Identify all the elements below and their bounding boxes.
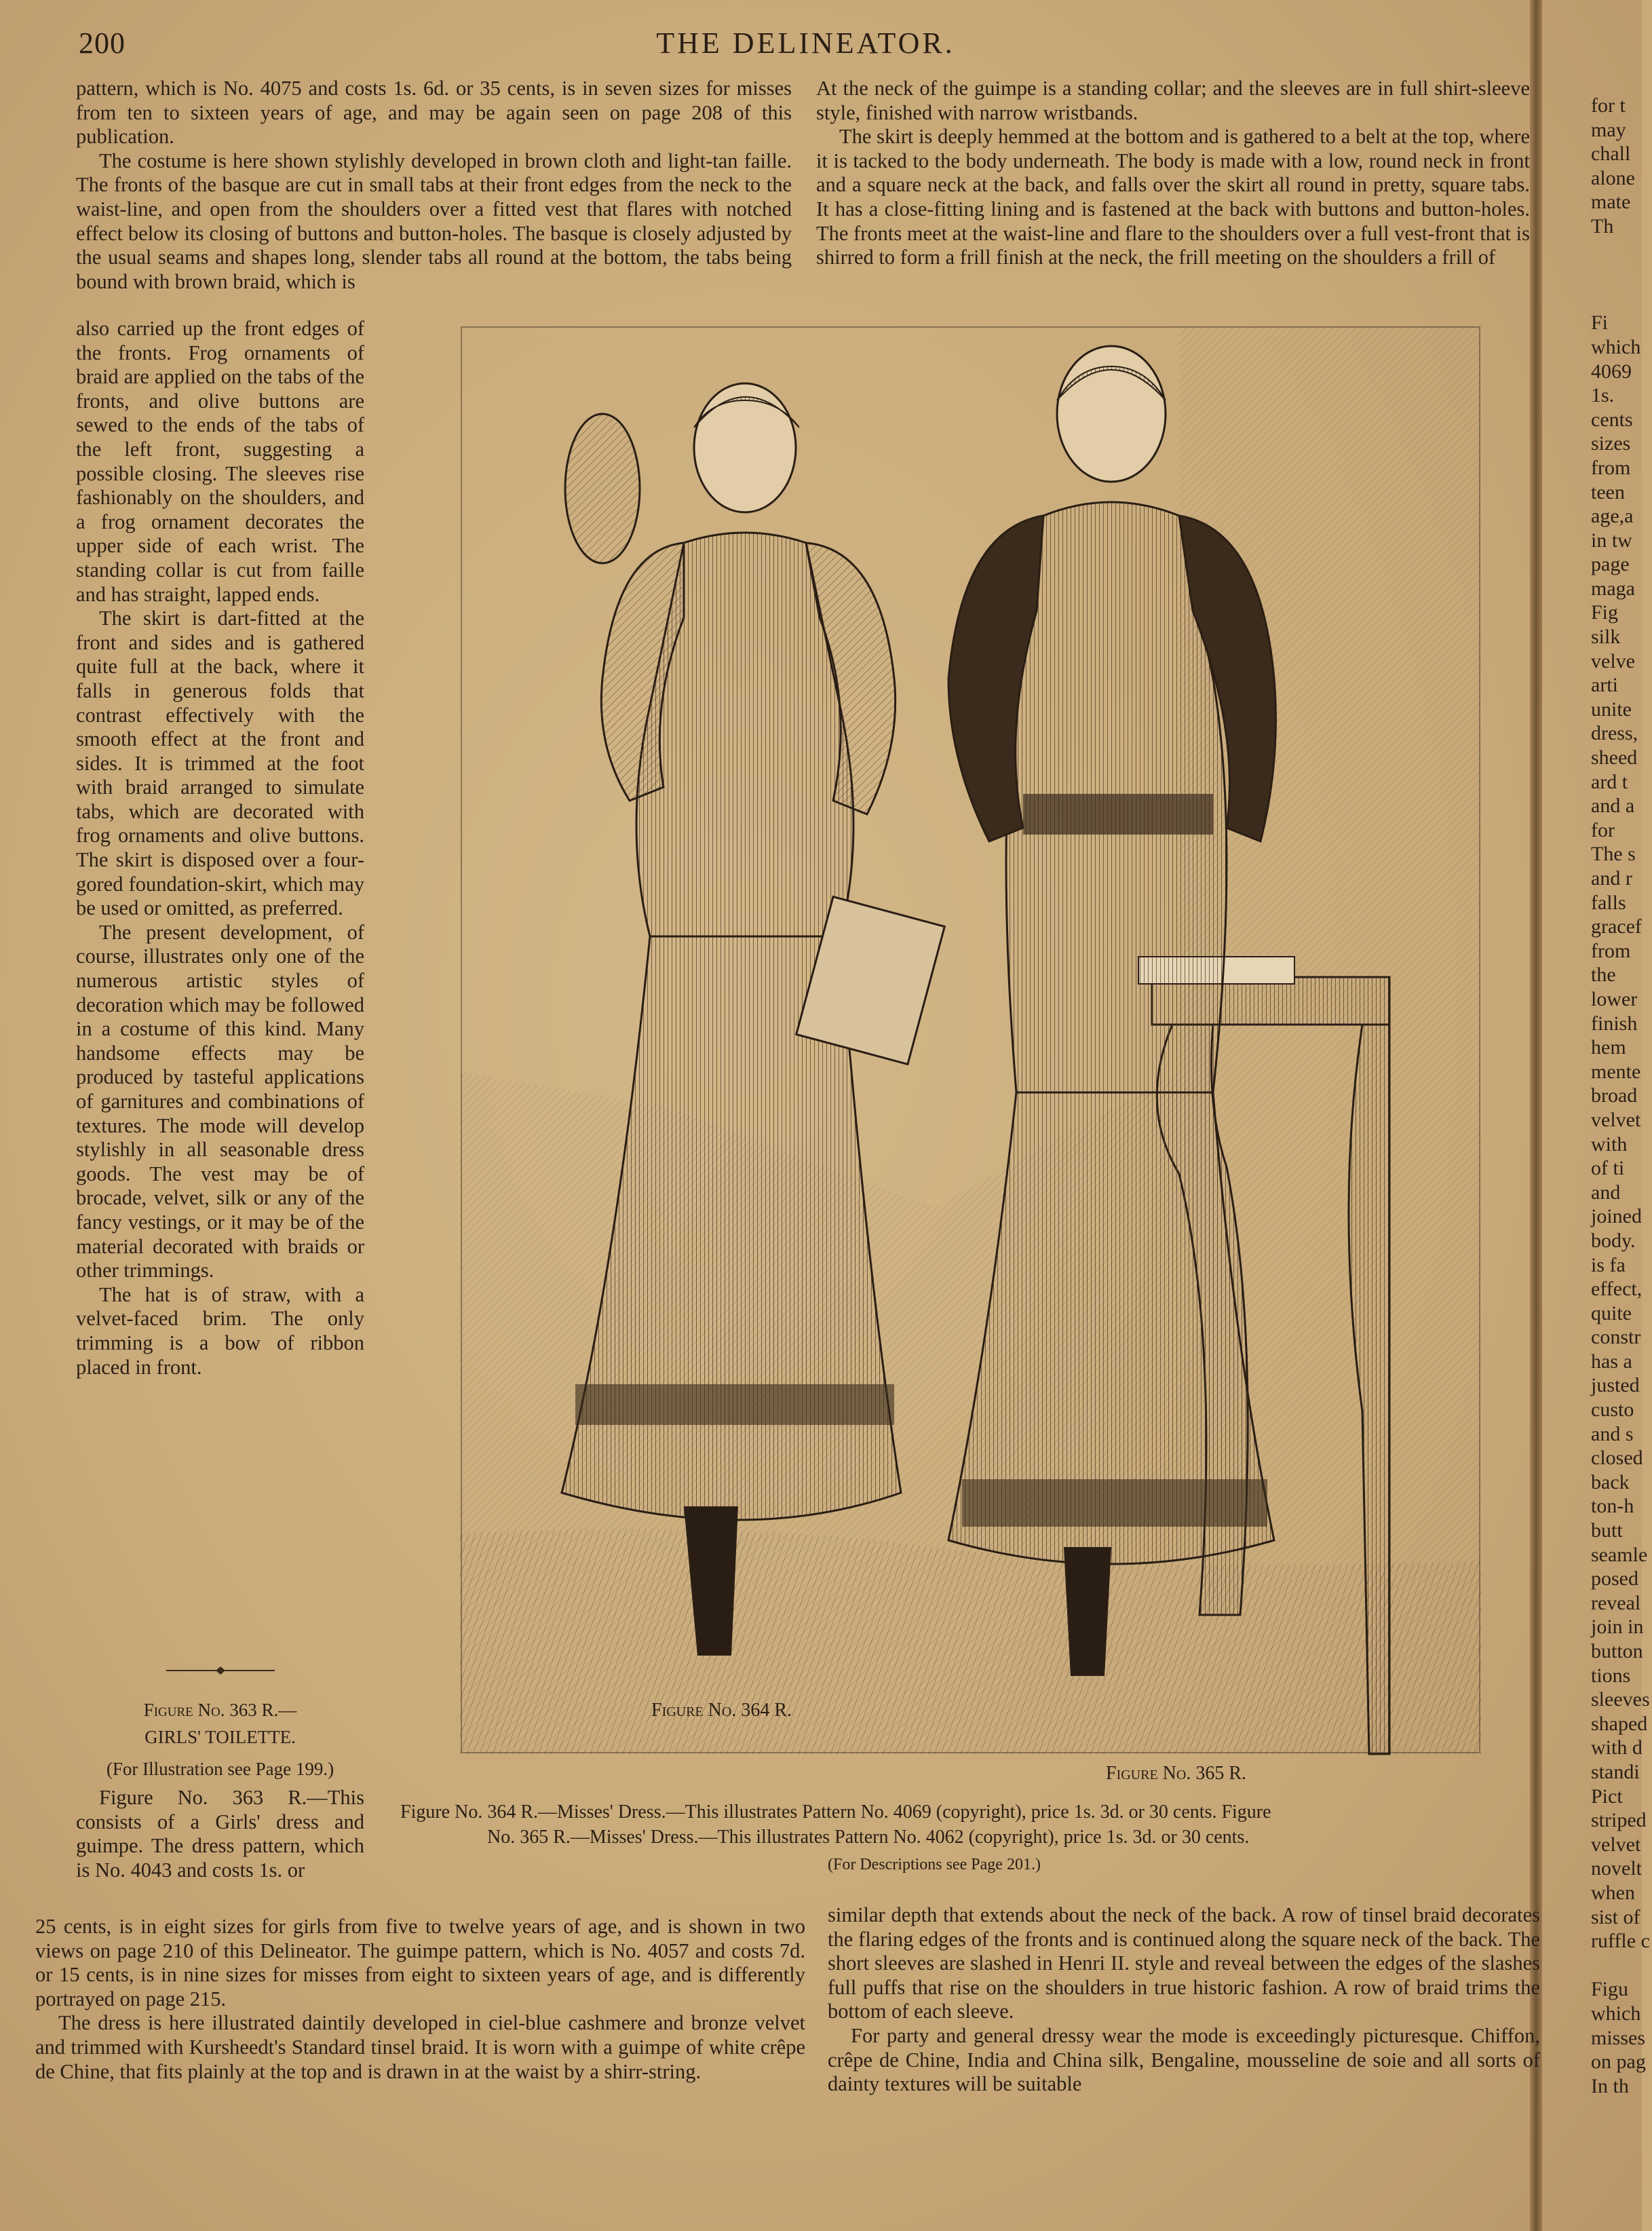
- adjacent-line: quite: [1591, 1301, 1632, 1324]
- figure-363-heading: Figure No. 363 R.—: [143, 1700, 297, 1720]
- adjacent-line: constr: [1591, 1326, 1641, 1349]
- narrow-column: [76, 317, 364, 1379]
- adjacent-line: gracef: [1591, 915, 1642, 938]
- magazine-title: THE DELINEATOR.: [656, 26, 955, 60]
- paragraph: At the neck of the guimpe is a standing collar; and the sleeves are in full shirt-sleeve style, finished with narrow wristbands.: [816, 77, 1530, 124]
- adjacent-line: unite: [1591, 698, 1632, 721]
- figure-365-label: Figure No. 365 R.: [1106, 1763, 1247, 1784]
- adjacent-line: tions: [1591, 1664, 1631, 1687]
- adjacent-line: mate: [1591, 191, 1631, 214]
- adjacent-line: Fi: [1591, 311, 1609, 335]
- paragraph: similar depth that extends about the neck of the back. A row of tinsel braid decorates the flaring edges of the fronts and is continued along the square neck of the back. The short sleeves are slashed in Henri II. style and reveal between the edges of the slashes full puffs that rise on the shoulders in true historic fashion. A row of braid trims the bottom of each sleeve.: [828, 1903, 1540, 2023]
- figure-364-drawing: [562, 383, 944, 1656]
- bottom-right-column: [828, 1903, 1540, 2097]
- adjacent-line: maga: [1591, 577, 1635, 600]
- adjacent-line: sist of: [1591, 1905, 1640, 1928]
- paragraph: pattern, which is No. 4075 and costs 1s. 6d. or 35 cents, is in seven sizes for misses from ten to sixteen years of age, and may be again seen on page 208 of this publication.: [76, 77, 792, 149]
- paragraph: The hat is of straw, with a velvet-faced brim. The only trimming is a bow of ribbon placed in front.: [76, 1282, 364, 1379]
- adjacent-line: and: [1591, 1181, 1621, 1204]
- adjacent-line: page: [1591, 553, 1630, 576]
- adjacent-line: is fa: [1591, 1253, 1626, 1276]
- adjacent-line: from: [1591, 939, 1631, 962]
- top-left-column: [76, 77, 792, 294]
- adjacent-line: from: [1591, 456, 1631, 479]
- figure-363-intro: [76, 1786, 364, 1882]
- adjacent-line: Fig: [1591, 601, 1619, 624]
- adjacent-line: ton-h: [1591, 1495, 1634, 1518]
- adjacent-line: body.: [1591, 1229, 1636, 1252]
- adjacent-line: ruffle c: [1591, 1930, 1650, 1953]
- paragraph: The present development, of course, illustrates only one of the numerous artistic styles of decoration which may be followed in a costume of this kind. Many handsome effects may be produced by tasteful applications of garnitures and combinations of textures. The mode will develop stylishly in all seasonable dress goods. The vest may be of brocade, velvet, silk or any of the fancy vestings, or it may be of the material decorated with braids or other trimmings.: [76, 920, 364, 1282]
- adjacent-line: velve: [1591, 649, 1635, 672]
- adjacent-line: The s: [1591, 843, 1636, 866]
- paragraph: The dress is here illustrated daintily developed in ciel-blue cashmere and bronze velvet and trimmed with Kursheedt's Standard tinsel braid. It is worn with a guimpe of white crêpe de Chine, that fits plainly at the top and is drawn in at the waist by a shirr-string.: [35, 2011, 805, 2083]
- adjacent-line: and s: [1591, 1422, 1634, 1445]
- adjacent-line: and r: [1591, 867, 1632, 890]
- adjacent-page-column: [1591, 94, 1652, 2098]
- adjacent-line: posed: [1591, 1567, 1638, 1590]
- page-gutter: [1530, 0, 1542, 2231]
- running-header: [75, 26, 1537, 66]
- adjacent-line: sizes: [1591, 432, 1631, 455]
- paragraph: 25 cents, is in eight sizes for girls from five to twelve years of age, and is shown in two views on page 210 of this Delineator. The guimpe pattern, which is No. 4057 and costs 7d. or 15 cents, is in nine sizes for misses from eight to sixteen years of age, and is differently portrayed on page 215.: [35, 1915, 805, 2010]
- adjacent-line: seamle: [1591, 1543, 1648, 1566]
- caption-line-1: Figure No. 364 R.—Misses' Dress.—This illustrates Pattern No. 4069 (copyright), price 1s. 3d. or 30 cents. Figure: [400, 1801, 1271, 1823]
- illustration-reference: (For Illustration see Page 199.): [106, 1759, 334, 1779]
- adjacent-line: with: [1591, 1132, 1628, 1156]
- adjacent-line: and a: [1591, 795, 1635, 818]
- adjacent-line: velvet: [1591, 1833, 1641, 1856]
- adjacent-line: Th: [1591, 214, 1614, 237]
- adjacent-line: may: [1591, 118, 1626, 141]
- paragraph: Figure No. 363 R.—This consists of a Girls' dress and guimpe. The dress pattern, which is No. 4043 and costs 1s. or: [76, 1786, 364, 1882]
- adjacent-line: [1591, 239, 1652, 263]
- adjacent-line: back: [1591, 1470, 1630, 1493]
- adjacent-line: for: [1591, 818, 1615, 841]
- top-right-column: [816, 77, 1530, 270]
- adjacent-line: has a: [1591, 1350, 1632, 1373]
- adjacent-line: join in: [1591, 1616, 1644, 1639]
- adjacent-line: age,a: [1591, 505, 1634, 528]
- adjacent-line: misses: [1591, 2026, 1646, 2049]
- adjacent-line: silk: [1591, 626, 1621, 649]
- adjacent-line: effect,: [1591, 1278, 1643, 1301]
- adjacent-line: [1591, 287, 1652, 311]
- adjacent-line: custo: [1591, 1398, 1634, 1422]
- figure-364-label: Figure No. 364 R.: [651, 1700, 792, 1721]
- adjacent-line: Pict: [1591, 1785, 1623, 1808]
- adjacent-line: butt: [1591, 1519, 1623, 1542]
- adjacent-line: In th: [1591, 2074, 1629, 2097]
- adjacent-line: teen: [1591, 480, 1625, 503]
- adjacent-line: [1591, 1953, 1652, 1978]
- adjacent-line: reveal: [1591, 1591, 1641, 1614]
- girls-toilette-heading: GIRLS' TOILETTE.: [145, 1727, 296, 1747]
- adjacent-line: striped: [1591, 1809, 1647, 1832]
- adjacent-line: shaped: [1591, 1712, 1648, 1735]
- adjacent-line: mente: [1591, 1060, 1641, 1083]
- adjacent-line: dress,: [1591, 722, 1638, 745]
- adjacent-line: [1591, 263, 1652, 287]
- descriptions-reference: (For Descriptions see Page 201.): [828, 1856, 1041, 1873]
- adjacent-line: novelt: [1591, 1857, 1642, 1880]
- adjacent-line: chall: [1591, 142, 1631, 166]
- adjacent-line: when: [1591, 1881, 1635, 1904]
- adjacent-line: the: [1591, 964, 1616, 987]
- adjacent-line: which: [1591, 2002, 1641, 2025]
- paragraph: The costume is here shown stylishly developed in brown cloth and light-tan faille. The fronts of the basque are cut in small tabs at their front edges from the neck to the waist-line, and open from the shoulders over a fitted vest that flares with notched effect below its closing of buttons and button-holes. The basque is closely adjusted by the usual seams and shapes long, slender tabs all round at the bottom, the tabs being bound with brown braid, which is: [76, 149, 792, 293]
- adjacent-line: justed: [1591, 1374, 1640, 1397]
- page-number: 200: [79, 26, 126, 60]
- caption-line-2: No. 365 R.—Misses' Dress.—This illustrates Pattern No. 4062 (copyright), price 1s. 3d. or 30 cents.: [487, 1827, 1250, 1848]
- adjacent-line: alone: [1591, 166, 1635, 189]
- fashion-plate-illustration: [460, 326, 1481, 1754]
- bottom-left-column: [35, 1915, 805, 2084]
- adjacent-line: standi: [1591, 1760, 1640, 1783]
- adjacent-line: closed: [1591, 1447, 1643, 1470]
- section-divider: [163, 1664, 278, 1677]
- adjacent-line: on pag: [1591, 2051, 1646, 2074]
- adjacent-line: joined: [1591, 1205, 1642, 1228]
- adjacent-line: Figu: [1591, 1978, 1629, 2001]
- adjacent-line: 4069: [1591, 360, 1632, 383]
- adjacent-line: of ti: [1591, 1157, 1625, 1180]
- adjacent-line: finish: [1591, 1012, 1638, 1035]
- adjacent-line: ard t: [1591, 770, 1628, 793]
- adjacent-line: sleeves: [1591, 1688, 1650, 1711]
- paragraph: For party and general dressy wear the mode is exceedingly picturesque. Chiffon, crêpe de Chine, India and China silk, Bengaline, mousseline de soie and all sorts of dainty textures will be suitable: [828, 2023, 1540, 2096]
- paragraph: also carried up the front edges of the fronts. Frog ornaments of braid are applied on the tabs of the fronts, and olive buttons are sewed to the ends of the tabs of the left front, suggesting a possible closing. The sleeves rise fashionably on the shoulders, and a frog ornament decorates the upper side of each wrist. The standing collar is cut from faille and has straight, lapped ends.: [76, 317, 364, 606]
- adjacent-line: arti: [1591, 674, 1618, 697]
- paragraph: The skirt is dart-fitted at the front and sides and is gathered quite full at the back, where it falls in generous folds that contrast effectively with the smooth effect at the front and sides. It is trimmed at the foot with braid arranged to simulate tabs, which are decorated with frog ornaments and olive buttons. The skirt is disposed over a four-gored foundation-skirt, which may be used or omitted, as preferred.: [76, 607, 364, 920]
- adjacent-line: falls: [1591, 891, 1626, 914]
- adjacent-line: hem: [1591, 1036, 1626, 1059]
- adjacent-line: for t: [1591, 94, 1626, 117]
- adjacent-line: 1s.: [1591, 384, 1615, 407]
- adjacent-line: lower: [1591, 987, 1638, 1010]
- adjacent-line: in tw: [1591, 529, 1632, 552]
- adjacent-line: cents: [1591, 408, 1633, 431]
- adjacent-line: which: [1591, 335, 1641, 358]
- adjacent-line: button: [1591, 1640, 1643, 1662]
- adjacent-line: broad: [1591, 1084, 1638, 1107]
- adjacent-line: velvet: [1591, 1108, 1641, 1131]
- adjacent-line: with d: [1591, 1736, 1643, 1759]
- paragraph: The skirt is deeply hemmed at the bottom and is gathered to a belt at the top, where it is tacked to the body underneath. The body is made with a low, round neck in front and a square neck at the back, and falls over the skirt all round in pretty, square tabs. It has a close-fitting lining and is fastened at the back with buttons and button-holes. The fronts meet at the waist-line and flare to the shoulders over a full vest-front that is shirred to form a frill finish at the neck, the frill meeting on the shoulders a frill of: [816, 125, 1530, 269]
- adjacent-line: sheed: [1591, 746, 1638, 769]
